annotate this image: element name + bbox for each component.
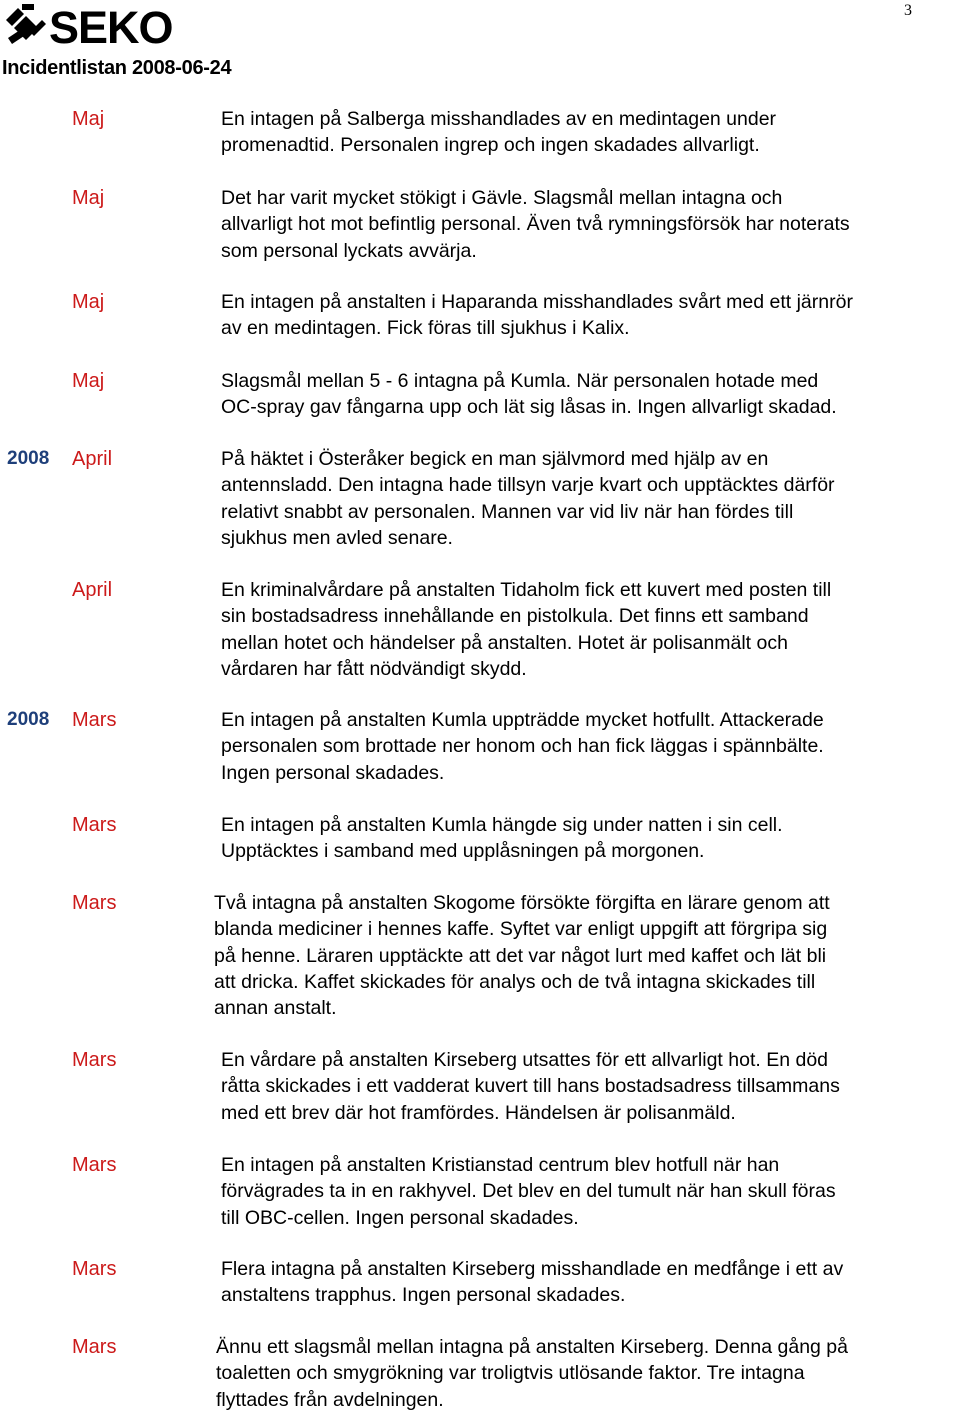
incident-text: En intagen på Salberga misshandlades av en medintagen under promenadtid. Personalen ingrep och ingen skadades allvarligt. <box>221 108 777 157</box>
incident-text: En intagen på anstalten i Haparanda misshandlades svårt med ett järnrör av en medintagen. Fick föras till sjukhus i Kalix. <box>221 291 853 340</box>
incident-text: Slagsmål mellan 5 - 6 intagna på Kumla. När personalen hotade med OC-spray gav fångarna upp och lät sig låsas in. Ingen allvarligt skadad. <box>221 370 837 419</box>
incident-month: Mars <box>72 1154 117 1176</box>
incident-text: På häktet i Österåker begick en man självmord med hjälp av en antennsladd. Den intagna hade tillsyn varje kvart och upptäcktes därför relativt snabbt av personalen. Mannen var vid liv när han fördes till sjukhus men avled senare. <box>221 448 835 549</box>
incident-month: April <box>72 579 113 601</box>
incident-month: April <box>72 448 113 470</box>
incident-year: 2008 <box>7 709 50 730</box>
incident-text: Flera intagna på anstalten Kirseberg misshandlade en medfånge i ett av anstaltens trapphus. Ingen personal skadades. <box>221 1258 844 1307</box>
incident-month: Mars <box>72 892 117 914</box>
incident-text: Ännu ett slagsmål mellan intagna på anstalten Kirseberg. Denna gång på toaletten och smygrökning var troligtvis utlösande faktor. Tre intagna flyttades från avdelningen. <box>216 1336 848 1411</box>
incident-month: Maj <box>72 291 105 313</box>
incident-text: En intagen på anstalten Kumla uppträdde mycket hotfullt. Attackerade personalen som brottade ner honom och han fick läggas i spännbälte. Ingen personal skadades. <box>221 709 824 784</box>
incident-text: En vårdare på anstalten Kirseberg utsattes för ett allvarligt hot. En död råtta skickades i ett vadderat kuvert till hans bostadsadress tillsammans med ett brev där hot framfördes. Händelsen är polisanmäld. <box>221 1049 840 1124</box>
incident-text: En intagen på anstalten Kumla hängde sig under natten i sin cell. Upptäcktes i samband med upplåsningen på morgonen. <box>221 814 783 863</box>
incident-text: Två intagna på anstalten Skogome försökte förgifta en lärare genom att blanda mediciner i hennes kaffe. Syftet var enligt uppgift att förgripa sig på henne. Läraren upptäckte att det var något lurt med kaffet och lät bli att dricka. Kaffet skickades för analys och de två intagna skickades till annan anstalt. <box>214 892 830 1020</box>
incident-month: Mars <box>72 814 117 836</box>
page-header <box>0 0 960 80</box>
list-title: Incidentlistan 2008-06-24 <box>2 57 232 79</box>
page-number: 3 <box>904 2 912 19</box>
seko-logo-icon <box>4 2 46 48</box>
incident-month: Mars <box>72 1258 117 1280</box>
incident-month: Mars <box>72 1336 117 1358</box>
brand-name: SEKO <box>49 2 173 53</box>
incident-text: En intagen på anstalten Kristianstad centrum blev hotfull när han förvägrades ta in en rakhyvel. Det blev en del tumult när han skull föras till OBC-cellen. Ingen personal skadades. <box>221 1154 836 1229</box>
incident-month: Maj <box>72 187 105 209</box>
incident-month: Mars <box>72 1049 117 1071</box>
incident-month: Maj <box>72 370 105 392</box>
incident-year: 2008 <box>7 448 50 469</box>
incident-text: En kriminalvårdare på anstalten Tidaholm fick ett kuvert med posten till sin bostadsadress innehållande en pistolkula. Det finns ett samband mellan hotet och händelser på anstalten. Hotet är polisanmält och vårdaren har fått nödvändigt skydd. <box>221 579 832 680</box>
incident-month: Maj <box>72 108 105 130</box>
incident-text: Det har varit mycket stökigt i Gävle. Slagsmål mellan intagna och allvarligt hot mot befintlig personal. Även två rymningsförsök har noterats som personal lyckats avvärja. <box>221 187 850 262</box>
incident-month: Mars <box>72 709 117 731</box>
